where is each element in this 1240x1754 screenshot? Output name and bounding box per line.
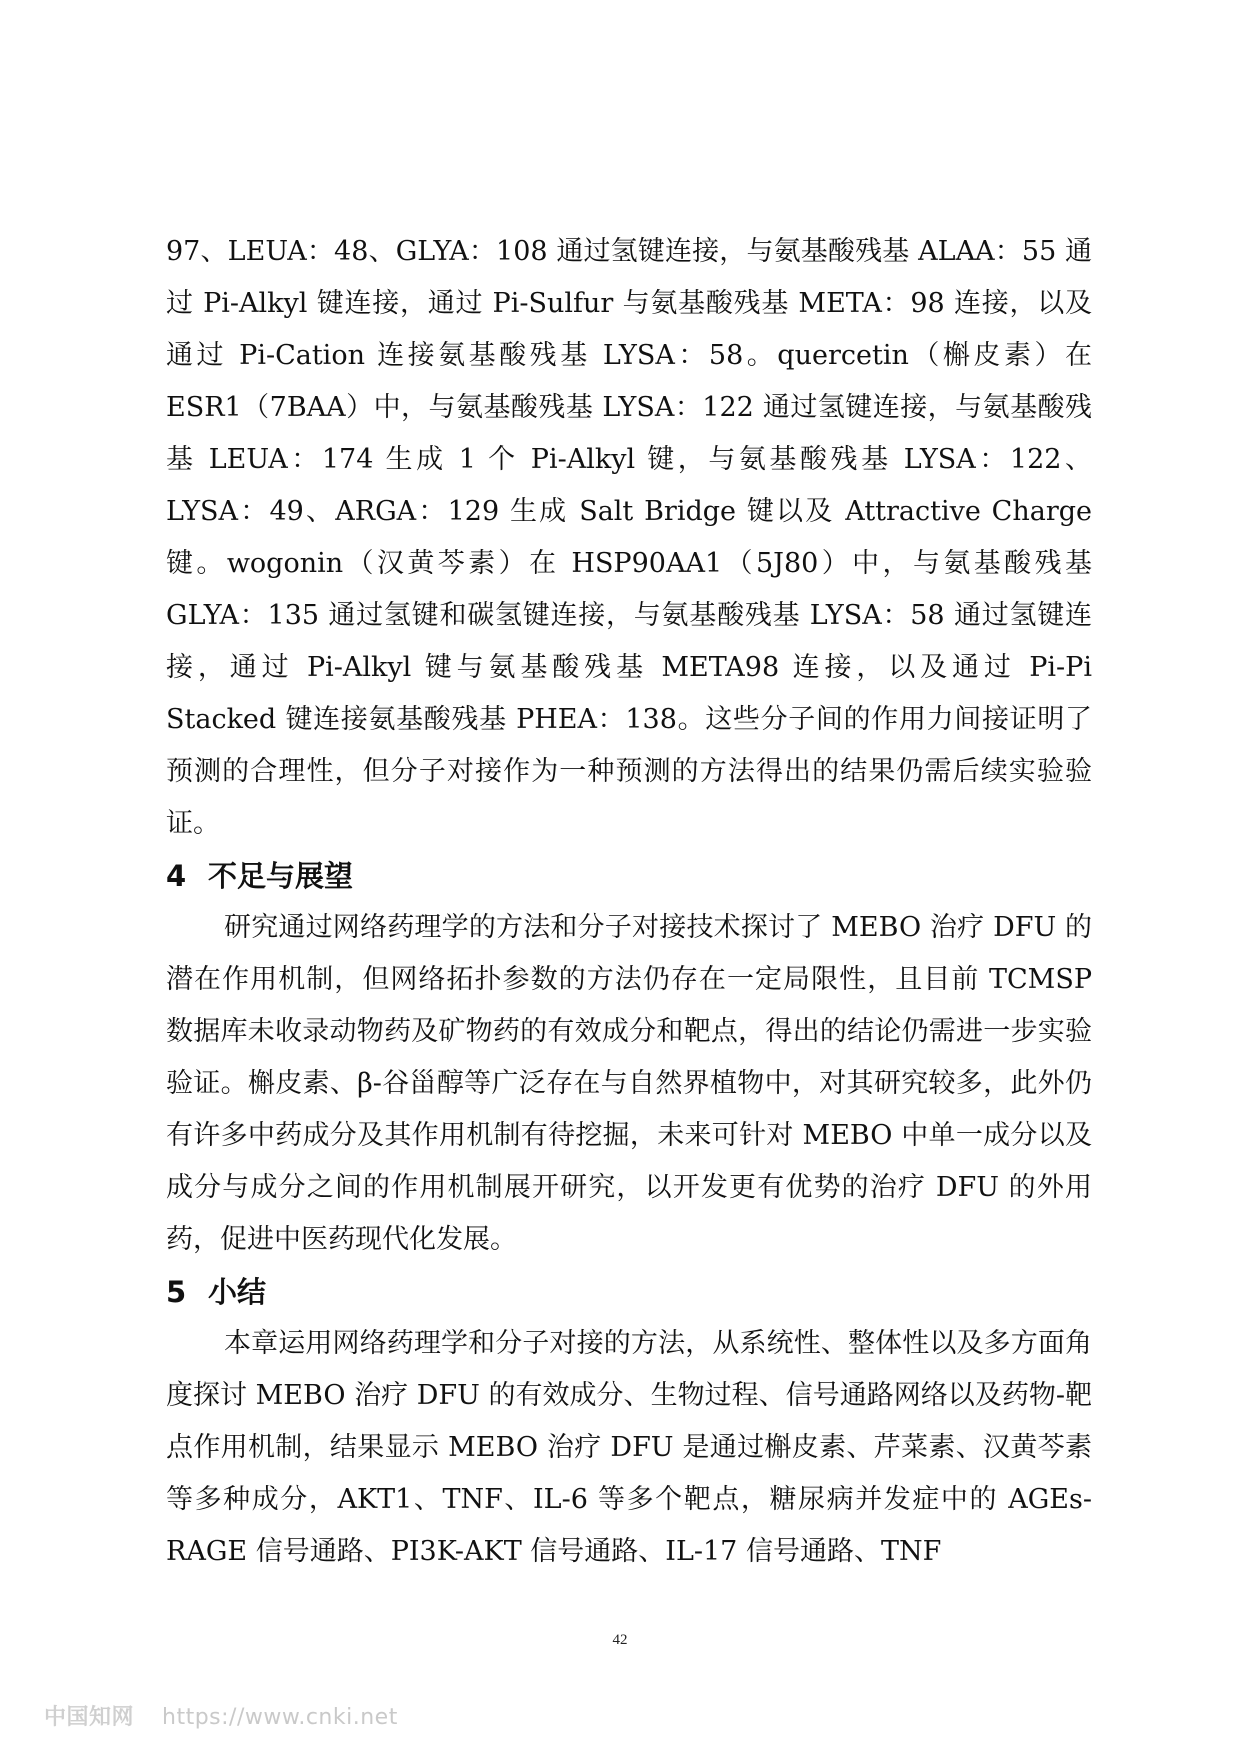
cnki-url: https://www.cnki.net	[162, 1705, 398, 1730]
body-text	[166, 226, 1092, 1578]
section-heading-limitations	[166, 850, 1092, 902]
paragraph-summary: 本章运用网络药理学和分子对接的方法，从系统性、整体性以及多方面角度探讨 MEBO 治疗 DFU 的有效成分、生物过程、信号通路网络以及药物-靶点作用机制，结果显示 MEBO 治疗 DFU 是通过槲皮素、芹菜素、汉黄芩素等多种成分，AKT1、TNF、IL-6 等多个靶点，糖尿病并发症中的 AGEs-RAGE 信号通路、PI3K-AKT 信号通路、IL-17 信号通路、TNF	[166, 1328, 1092, 1567]
paragraph-docking-results: 97、LEUA：48、GLYA：108 通过氢键连接，与氨基酸残基 ALAA：55 通过 Pi-Alkyl 键连接，通过 Pi-Sulfur 与氨基酸残基 META：98 连接，以及通过 Pi-Cation 连接氨基酸残基 LYSA：58。quercetin（槲皮素）在 ESR1（7BAA）中，与氨基酸残基 LYSA：122 通过氢键连接，与氨基酸残基 LEUA：174 生成 1 个 Pi-Alkyl 键，与氨基酸残基 LYSA：122、LYSA：49、ARGA：129 生成 Salt Bridge 键以及 Attractive Charge 键。wogonin（汉黄芩素）在 HSP90AA1（5J80）中，与氨基酸残基 GLYA：135 通过氢键和碳氢键连接，与氨基酸残基 LYSA：58 通过氢键连接，通过 Pi-Alkyl 键与氨基酸残基 META98 连接，以及通过 Pi-Pi Stacked 键连接氨基酸残基 PHEA：138。这些分子间的作用力间接证明了预测的合理性，但分子对接作为一种预测的方法得出的结果仍需后续实验验证。	[166, 236, 1092, 839]
section-title: 小结	[208, 1275, 267, 1309]
section-number: 4	[166, 859, 187, 893]
paragraph-limitations: 研究通过网络药理学的方法和分子对接技术探讨了 MEBO 治疗 DFU 的潜在作用机制，但网络拓扑参数的方法仍存在一定局限性，且目前 TCMSP 数据库未收录动物药及矿物药的有效成分和靶点，得出的结论仍需进一步实验验证。槲皮素、β-谷甾醇等广泛存在与自然界植物中，对其研究较多，此外仍有许多中药成分及其作用机制有待挖掘，未来可针对 MEBO 中单一成分以及成分与成分之间的作用机制展开研究，以开发更有优势的治疗 DFU 的外用药，促进中医药现代化发展。	[166, 912, 1092, 1255]
cnki-watermark	[44, 1700, 398, 1731]
cnki-logo: 中国知网	[44, 1705, 135, 1730]
section-title: 不足与展望	[208, 859, 354, 893]
page-number: 42	[612, 1632, 628, 1648]
section-number: 5	[166, 1275, 187, 1309]
section-heading-summary	[166, 1266, 1092, 1318]
